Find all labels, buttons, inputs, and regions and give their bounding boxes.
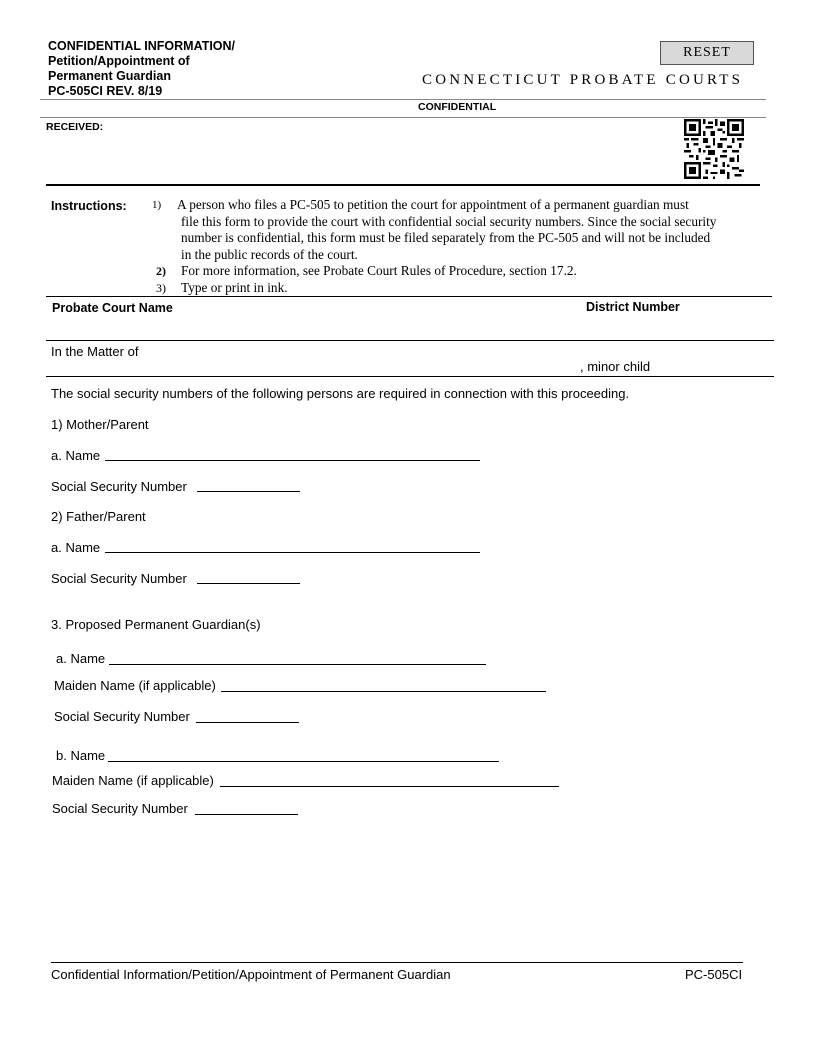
form-number-rev: PC-505CI REV. 8/19 (48, 84, 163, 98)
guardian-b-ssn-label: Social Security Number (52, 801, 188, 816)
instruction-text: number is confidential, this form must be filed separately from the PC-505 and will not be included (181, 230, 711, 245)
guardian-b-name-input[interactable] (108, 745, 501, 761)
district-number-label: District Number (586, 300, 680, 314)
court-name-header: CONNECTICUT PROBATE COURTS (422, 72, 744, 88)
footer-form-number: PC-505CI (685, 967, 743, 982)
instruction-item (150, 263, 766, 280)
in-the-matter-of-label: In the Matter of (51, 344, 139, 359)
instruction-text: file this form to provide the court with confidential social security numbers. Since the social security (181, 213, 717, 229)
guardian-b-name-underline (108, 761, 499, 762)
father-heading: 2) Father/Parent (51, 509, 146, 524)
minor-child-label: , minor child (580, 359, 651, 374)
guardian-a-maiden-underline (221, 691, 546, 692)
mother-ssn-underline (197, 491, 300, 492)
probate-court-name-label: Probate Court Name (52, 301, 173, 315)
section-rule (46, 340, 774, 341)
guardian-b-name-label: b. Name (56, 748, 106, 763)
instruction-item (150, 197, 766, 263)
received-bottom-rule (46, 184, 760, 186)
instruction-text: For more information, see Probate Court Rules of Procedure, section 17.2. (181, 263, 577, 278)
guardian-a-name-underline (109, 664, 486, 665)
father-name-underline (105, 552, 480, 553)
guardian-a-ssn-input[interactable] (196, 706, 300, 722)
mother-heading: 1) Mother/Parent (51, 417, 149, 432)
form-title (48, 39, 235, 99)
mother-ssn-label: Social Security Number (51, 479, 187, 494)
mother-name-underline (105, 460, 480, 461)
instruction-text: in the public records of the court. (181, 246, 358, 262)
mother-ssn-input[interactable] (197, 475, 301, 491)
form-title-line: Permanent Guardian (48, 69, 171, 83)
district-number-input[interactable] (586, 318, 760, 338)
guardian-b-maiden-underline (220, 786, 559, 787)
mother-name-input[interactable] (105, 444, 482, 460)
guardian-b-ssn-underline (195, 814, 298, 815)
instruction-text: A person who files a PC-505 to petition the court for appointment of a permanent guardian must (177, 197, 689, 212)
guardian-b-ssn-input[interactable] (195, 798, 299, 814)
reset-button[interactable]: RESET (660, 41, 754, 65)
form-title-line: Petition/Appointment of (48, 54, 190, 68)
instruction-number: 1) (152, 199, 162, 211)
received-label: RECEIVED: (46, 121, 104, 133)
guardians-heading: 3. Proposed Permanent Guardian(s) (51, 617, 261, 632)
section-rule (46, 376, 774, 377)
confidential-label: CONFIDENTIAL (418, 101, 497, 113)
probate-court-name-input[interactable] (52, 318, 556, 338)
guardian-b-maiden-input[interactable] (220, 770, 561, 786)
father-ssn-underline (197, 583, 300, 584)
instruction-number: 3) (156, 280, 166, 295)
guardian-a-ssn-underline (196, 722, 299, 723)
section-rule (46, 296, 772, 297)
father-name-label: a. Name (51, 540, 101, 555)
instruction-item (150, 280, 766, 297)
guardian-a-maiden-label: Maiden Name (if applicable) (54, 678, 216, 693)
guardian-a-name-label: a. Name (56, 651, 106, 666)
mother-name-label: a. Name (51, 448, 101, 463)
header-divider (40, 117, 766, 118)
instruction-text: Type or print in ink. (181, 279, 288, 295)
guardian-b-maiden-label: Maiden Name (if applicable) (52, 773, 214, 788)
father-ssn-label: Social Security Number (51, 571, 187, 586)
instruction-number: 2) (156, 264, 166, 278)
guardian-a-ssn-label: Social Security Number (54, 709, 190, 724)
guardian-a-maiden-input[interactable] (221, 675, 548, 691)
father-name-input[interactable] (105, 536, 482, 552)
header-divider (40, 99, 766, 100)
guardian-a-name-input[interactable] (109, 648, 488, 664)
intro-text: The social security numbers of the following persons are required in connection with this proceeding. (51, 386, 630, 401)
footer-title: Confidential Information/Petition/Appointment of Permanent Guardian (51, 967, 451, 982)
instructions-label: Instructions: (51, 199, 127, 213)
father-ssn-input[interactable] (197, 567, 301, 583)
qr-code-icon (684, 119, 744, 179)
form-title-line: CONFIDENTIAL INFORMATION/ (48, 39, 236, 53)
footer-rule (51, 962, 743, 963)
instructions-list (150, 197, 766, 296)
minor-child-name-input[interactable] (150, 356, 579, 374)
